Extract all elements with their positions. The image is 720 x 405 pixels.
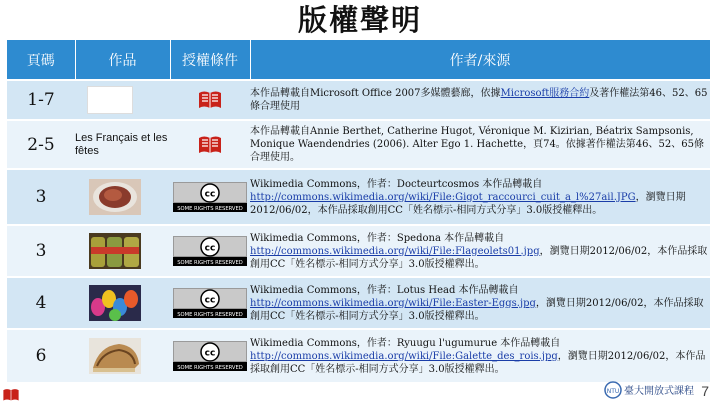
cc-license-icon bbox=[173, 288, 247, 318]
logo-abbr: NTU bbox=[606, 388, 620, 395]
svg-text:cc: cc bbox=[204, 295, 216, 306]
source-text: Wikimedia Commons，作者：Lotus Head 本作品轉載自 bbox=[250, 284, 519, 296]
source-text-post: ，瀏覽日期2012/06/02，本作品採取創用CC「姓名標示-相同方式分享」3.0版授權釋出。 bbox=[250, 297, 704, 322]
source-link[interactable]: http://commons.wikimedia.org/wiki/File:Galette_des_rois.jpg bbox=[250, 350, 558, 362]
table-header-row bbox=[7, 40, 710, 80]
cc-license-icon bbox=[173, 182, 247, 212]
source-text: 本作品轉載自Annie Berthet, Catherine Hugot, Véronique M. Kizirian, Béatrix Sampsonis, Monique Waendendries (2006). Alter Ego 1. Hachette，頁74。依據著作權法第46、52、65條合理使用。 bbox=[250, 126, 704, 163]
table-row bbox=[7, 329, 710, 383]
header-page: 頁碼 bbox=[7, 40, 75, 80]
condition-cell bbox=[170, 225, 250, 277]
table-row bbox=[7, 80, 710, 120]
svg-text:cc: cc bbox=[204, 348, 216, 359]
cc-license-icon bbox=[173, 236, 247, 266]
condition-cell bbox=[170, 277, 250, 329]
table-row bbox=[7, 120, 710, 169]
galette-rois-photo bbox=[89, 338, 141, 374]
work-cell bbox=[75, 277, 170, 329]
header-source: 作者/來源 bbox=[250, 40, 710, 80]
table-row bbox=[7, 169, 710, 225]
galette-photo bbox=[89, 179, 141, 215]
condition-cell bbox=[170, 80, 250, 120]
condition-cell bbox=[170, 120, 250, 169]
svg-text:cc: cc bbox=[204, 189, 216, 200]
svg-text:SOME RIGHTS RESERVED: SOME RIGHTS RESERVED bbox=[177, 312, 243, 318]
condition-cell bbox=[170, 329, 250, 383]
work-cell bbox=[75, 169, 170, 225]
source-text-post: ，瀏覽日期2012/06/02，本作品採取創用CC「姓名標示-相同方式分享」3.0版授權釋出。 bbox=[250, 191, 686, 216]
source-text-post: ，瀏覽日期2012/06/02，本作品採取創用CC「姓名標示-相同方式分享」3.0版授權釋出。 bbox=[250, 350, 706, 375]
source-text: Wikimedia Commons，作者：Docteurtcosmos 本作品轉載自 bbox=[250, 178, 543, 190]
cc-license-icon bbox=[173, 341, 247, 371]
header-condition: 授權條件 bbox=[170, 40, 250, 80]
ntu-ocw-logo bbox=[604, 379, 694, 401]
work-cell bbox=[75, 80, 170, 120]
source-text: 本作品轉載自Microsoft Office 2007多媒體藝廊，依據 bbox=[250, 88, 501, 99]
table-row bbox=[7, 225, 710, 277]
flageolets-photo bbox=[89, 233, 141, 269]
header-work: 作品 bbox=[75, 40, 170, 80]
page-number: 4 bbox=[7, 277, 75, 329]
condition-cell bbox=[170, 169, 250, 225]
slide-number: 7 bbox=[701, 383, 709, 399]
work-cell bbox=[75, 225, 170, 277]
book-icon bbox=[2, 387, 20, 403]
copyright-table bbox=[7, 40, 711, 384]
source-cell bbox=[250, 169, 710, 225]
svg-text:SOME RIGHTS RESERVED: SOME RIGHTS RESERVED bbox=[177, 365, 243, 371]
book-icon bbox=[197, 134, 223, 156]
page-number: 3 bbox=[7, 169, 75, 225]
page-number: 3 bbox=[7, 225, 75, 277]
table-row bbox=[7, 277, 710, 329]
source-link[interactable]: http://commons.wikimedia.org/wiki/File:Easter-Eggs.jpg bbox=[250, 297, 536, 309]
page-number: 2-5 bbox=[7, 120, 75, 169]
source-cell bbox=[250, 225, 710, 277]
source-link[interactable]: http://commons.wikimedia.org/wiki/File:Gigot_raccourci_cuit_a_l%27ail.JPG bbox=[250, 191, 636, 203]
source-cell bbox=[250, 80, 710, 120]
source-cell bbox=[250, 277, 710, 329]
source-link[interactable]: http://commons.wikimedia.org/wiki/File:Flageolets01.jpg bbox=[250, 245, 540, 257]
book-icon bbox=[197, 89, 223, 111]
blank-image bbox=[87, 86, 133, 114]
source-cell bbox=[250, 329, 710, 383]
svg-text:cc: cc bbox=[204, 243, 216, 254]
page-number: 6 bbox=[7, 329, 75, 383]
work-title: Les Français et les fêtes bbox=[75, 120, 170, 169]
svg-text:SOME RIGHTS RESERVED: SOME RIGHTS RESERVED bbox=[177, 206, 243, 212]
work-cell bbox=[75, 329, 170, 383]
source-text: Wikimedia Commons，作者：Ryuugu l'ugumurue 本作品轉載自 bbox=[250, 337, 561, 349]
svg-text:SOME RIGHTS RESERVED: SOME RIGHTS RESERVED bbox=[177, 260, 243, 266]
source-text: Wikimedia Commons，作者：Spedona 本作品轉載自 bbox=[250, 232, 505, 244]
source-text-post: ，瀏覽日期2012/06/02，本作品採取創用CC「姓名標示-相同方式分享」3.0版授權釋出。 bbox=[250, 245, 708, 270]
source-text-post: 及著作權法第46、52、65條合理使用 bbox=[250, 88, 708, 112]
source-link[interactable]: Microsoft服務合約 bbox=[500, 88, 590, 99]
logo-text: 臺大開放式課程 bbox=[624, 386, 694, 397]
page-title: 版權聲明 bbox=[297, 3, 422, 37]
source-cell bbox=[250, 120, 710, 169]
eggs-photo bbox=[89, 285, 141, 321]
page-number: 1-7 bbox=[7, 80, 75, 120]
